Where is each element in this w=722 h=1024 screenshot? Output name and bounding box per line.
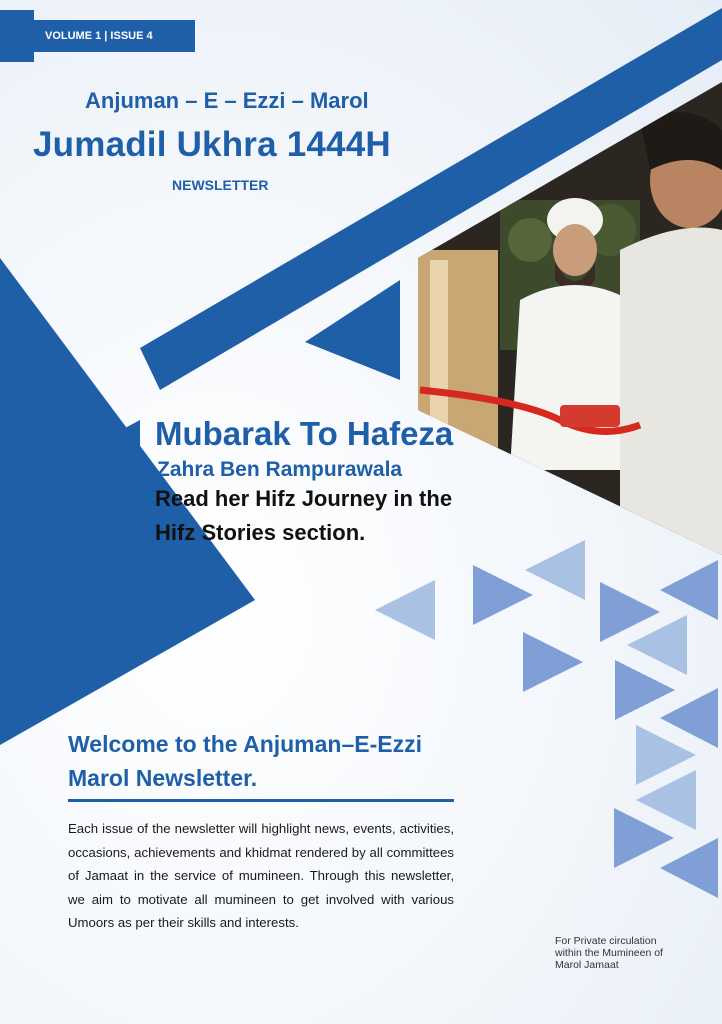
month-title: Jumadil Ukhra 1444H — [33, 125, 391, 164]
welcome-heading-line-2: Marol Newsletter. — [68, 765, 258, 791]
volume-issue-badge: VOLUME 1 | ISSUE 4 — [0, 20, 195, 52]
feature-read-line-1: Read her Hifz Journey in the — [155, 486, 453, 511]
welcome-divider — [68, 799, 454, 802]
organization-name: Anjuman – E – Ezzi – Marol — [85, 88, 369, 113]
feature-headline: Mubarak To Hafeza — [155, 415, 454, 452]
welcome-heading-line-1: Welcome to the Anjuman–E-Ezzi — [68, 731, 422, 757]
welcome-body: Each issue of the newsletter will highlight news, events, activities, occasions, achievements and khidmat rendered by all committees of Jamaat in the service of mumineen. Through this newsletter, we aim to motivate all mumineen to get involved with various Umoors as per their skills and interests. — [68, 821, 454, 931]
private-circulation-note: For Private circulation within the Mumineen of Marol Jamaat — [555, 935, 663, 971]
feature-name: Zahra Ben Rampurawala — [157, 458, 403, 481]
newsletter-label: NEWSLETTER — [172, 177, 269, 193]
feature-read-line-2: Hifz Stories section. — [155, 520, 366, 545]
